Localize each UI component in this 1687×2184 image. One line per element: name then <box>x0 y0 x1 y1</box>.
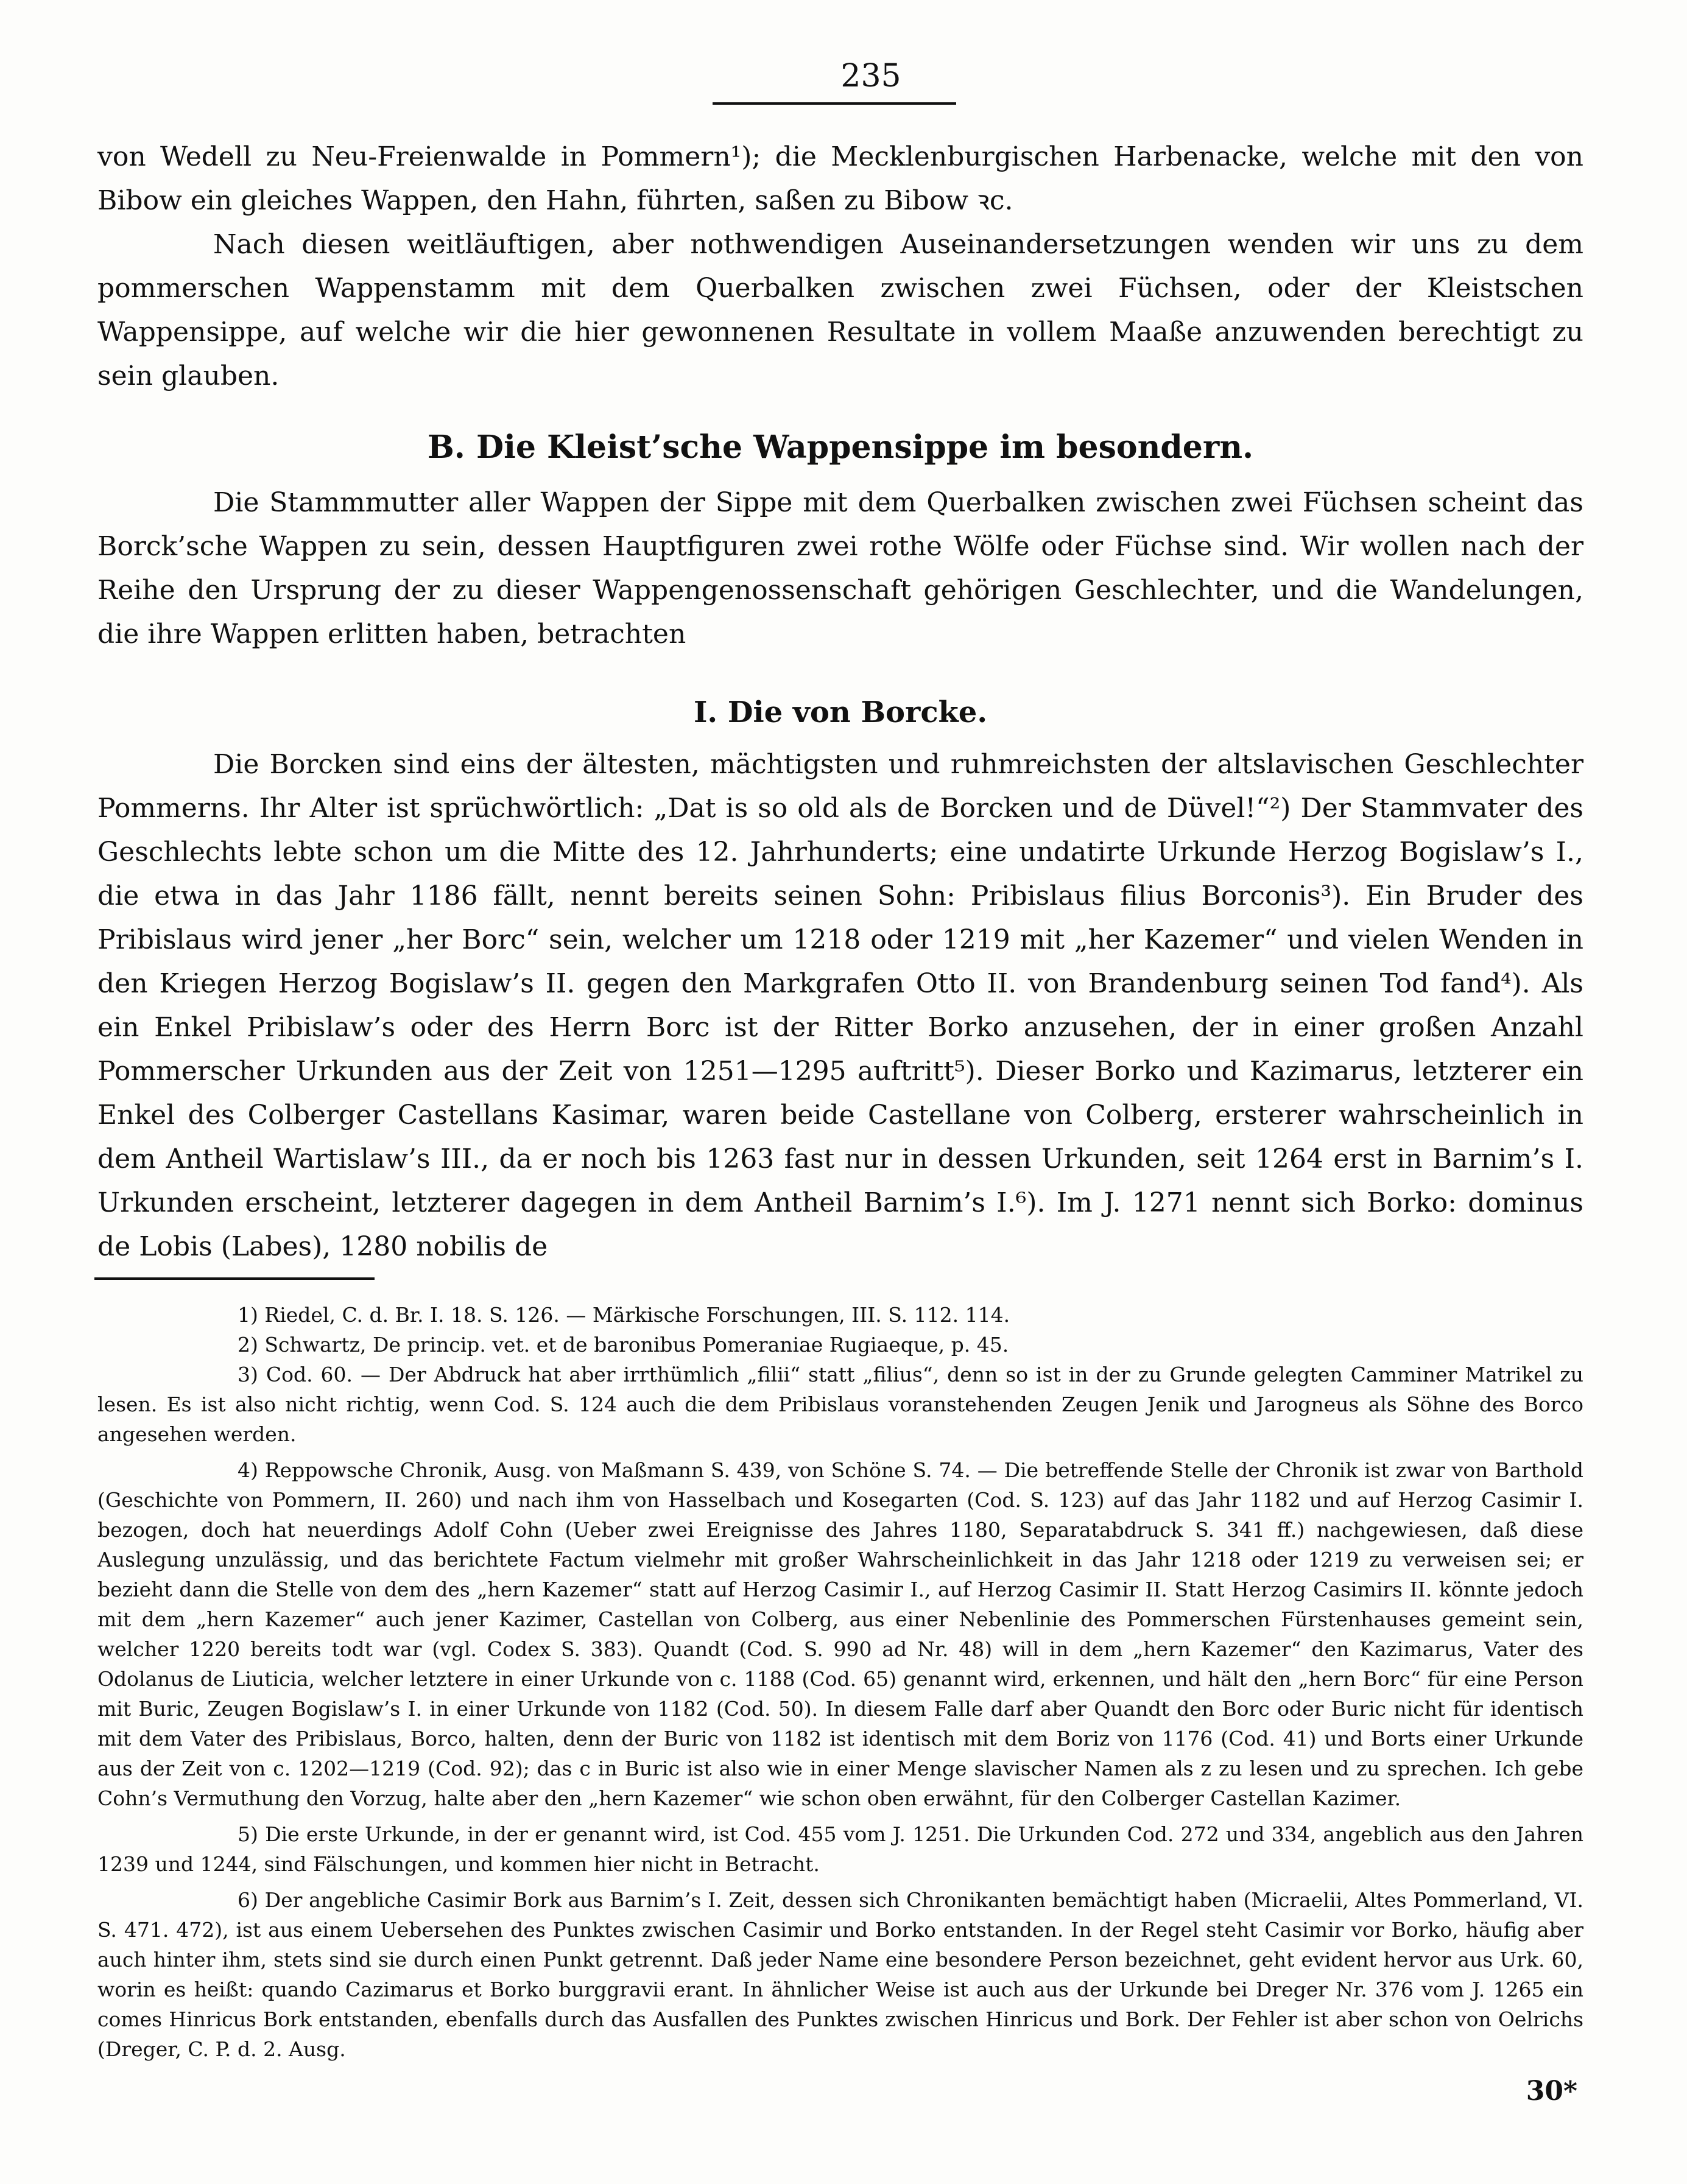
intro-paragraph-1: von Wedell zu Neu-Freienwalde in Pommern¹); die Mecklenburgischen Harbenacke, welche mit den von Bibow ein gleiches Wappen, den Hahn, führten, saßen zu Bibow ꝛc. <box>97 141 1583 216</box>
footnote: 4) Reppowsche Chronik, Ausg. von Maßmann S. 439, von Schöne S. 74. — Die betreffende Stelle der Chronik ist zwar von Barthold (Geschichte von Pommern, II. 260) und nach ihm von Hasselbach und Kosegarten (Cod. S. 123) auf das Jahr 1182 und auf Herzog Casimir I. bezogen, doch hat neuerdings Adolf Cohn (Ueber zwei Ereignisse des Jahres 1180, Separatabdruck S. 341 ff.) nachgewiesen, daß diese Auslegung unzulässig, und das berichtete Factum vielmehr mit großer Wahrscheinlichkeit in das Jahr 1218 oder 1219 zu verweisen sei; er bezieht dann die Stelle von dem des „hern Kazemer“ statt auf Herzog Casimir I., auf Herzog Casimir II. Statt Herzog Casimirs II. könnte jedoch mit dem „hern Kazemer“ auch jener Kazimer, Castellan von Colberg, aus einer Nebenlinie des Pommerschen Fürstenhauses gemeint sein, welcher 1220 bereits todt war (vgl. Codex S. 383). Quandt (Cod. S. 990 ad Nr. 48) will in dem „hern Kazemer“ den Kazimarus, Vater des Odolanus de Liuticia, welcher letztere in einer Urkunde von c. 1188 (Cod. 65) genannt wird, erkennen, und hält den „hern Borc“ für eine Person mit Buric, Zeugen Bogislaw’s I. in einer Urkunde von 1182 (Cod. 50). In diesem Falle darf aber Quandt den Borc oder Buric nicht für identisch mit dem Vater des Pribislaus, Borco, halten, denn der Buric von 1182 ist identisch mit dem Boriz von 1176 (Cod. 41) und Borts einer Urkunde aus der Zeit von c. 1202—1219 (Cod. 92); das c in Buric ist also wie in einer Menge slavischer Namen als z zu lesen und zu sprechen. Ich gebe Cohn’s Vermuthung den Vorzug, halte aber den „hern Kazemer“ wie schon oben erwähnt, für den Colberger Castellan Kazimer. <box>97 1458 1583 1810</box>
section-heading: B. Die Kleist’sche Wappensippe im besondern. <box>427 429 1254 466</box>
footnote: 6) Der angebliche Casimir Bork aus Barnim’s I. Zeit, dessen sich Chronikanten bemächtigt haben (Micraelii, Altes Pommerland, VI. S. 471. 472), ist aus einem Uebersehen des Punktes zwischen Casimir und Borko entstanden. In der Regel steht Casimir vor Borko, häufig aber auch hinter ihm, stets sind sie durch einen Punkt getrennt. Daß jeder Name eine besondere Person bezeichnet, geht evident hervor aus Urk. 60, worin es heißt: quando Cazimarus et Borko burggravii erant. In ähnlicher Weise ist auch aus der Urkunde bei Dreger Nr. 376 vom J. 1265 ein comes Hinricus Bork entstanden, ebenfalls durch das Ausfallen des Punktes zwischen Hinricus und Bork. Der Fehler ist aber schon von Oelrichs (Dreger, C. P. d. 2. Ausg. <box>97 1888 1583 2061</box>
footnotes <box>97 1300 1583 2064</box>
signature-mark: 30* <box>1526 2076 1577 2107</box>
intro-text <box>97 135 1583 398</box>
section-paragraph: Die Stammmutter aller Wappen der Sippe mit dem Querbalken zwischen zwei Füchsen scheint das Borck’sche Wappen zu sein, dessen Hauptfiguren zwei rothe Wölfe oder Füchse sind. Wir wollen nach der Reihe den Ursprung der zu dieser Wappengenossenschaft gehörigen Geschlechter, und die Wandelungen, die ihre Wappen erlitten haben, betrachten <box>97 487 1583 650</box>
footnote: 3) Cod. 60. — Der Abdruck hat aber irrthümlich „filii“ statt „filius“, denn so ist in der zu Grunde gelegten Camminer Matrikel zu lesen. Es ist also nicht richtig, wenn Cod. S. 124 auch die dem Pribislaus voranstehenden Zeugen Jenik und Jarogneus als Söhne des Borco angesehen werden. <box>97 1363 1583 1446</box>
footnote-rule <box>94 1277 375 1280</box>
subsection-heading: I. Die von Borcke. <box>693 695 988 729</box>
page-number: 235 <box>840 58 901 94</box>
subsection-text <box>97 743 1583 1269</box>
footnote: 5) Die erste Urkunde, in der er genannt wird, ist Cod. 455 vom J. 1251. Die Urkunden Cod. 272 und 334, angeblich aus den Jahren 1239 und 1244, sind Fälschungen, und kommen hier nicht in Betracht. <box>97 1822 1583 1876</box>
intro-paragraph-2: Nach diesen weitläuftigen, aber nothwendigen Auseinandersetzungen wenden wir uns zu dem pommerschen Wappenstamm mit dem Querbalken zwischen zwei Füchsen, oder der Kleistschen Wappensippe, auf welche wir die hier gewonnenen Resultate in vollem Maaße anzuwenden berechtigt zu sein glauben. <box>97 229 1583 392</box>
section-text <box>97 481 1583 656</box>
footnote: 2) Schwartz, De princip. vet. et de baronibus Pomeraniae Rugiaeque, p. 45. <box>238 1333 1009 1357</box>
footnote: 1) Riedel, C. d. Br. I. 18. S. 126. — Märkische Forschungen, III. S. 112. 114. <box>238 1303 1010 1327</box>
header-rule <box>713 102 956 105</box>
subsection-paragraph: Die Borcken sind eins der ältesten, mächtigsten und ruhmreichsten der altslavischen Geschlechter Pommerns. Ihr Alter ist sprüchwörtlich: „Dat is so old als de Borcken und de Düvel!“²) Der Stammvater des Geschlechts lebte schon um die Mitte des 12. Jahrhunderts; eine undatirte Urkunde Herzog Bogislaw’s I., die etwa in das Jahr 1186 fällt, nennt bereits seinen Sohn: Pribislaus filius Borconis³). Ein Bruder des Pribislaus wird jener „her Borc“ sein, welcher um 1218 oder 1219 mit „her Kazemer“ und vielen Wenden in den Kriegen Herzog Bogislaw’s II. gegen den Markgrafen Otto II. von Brandenburg seinen Tod fand⁴). Als ein Enkel Pribislaw’s oder des Herrn Borc ist der Ritter Borko anzusehen, der in einer großen Anzahl Pommerscher Urkunden aus der Zeit von 1251—1295 auftritt⁵). Dieser Borko und Kazimarus, letzterer ein Enkel des Colberger Castellans Kasimar, waren beide Castellane von Colberg, ersterer wahrscheinlich in dem Antheil Wartislaw’s III., da er noch bis 1263 fast nur in dessen Urkunden, seit 1264 erst in Barnim’s I. Urkunden erscheint, letzterer dagegen in dem Antheil Barnim’s I.⁶). Im J. 1271 nennt sich Borko: dominus de Lobis (Labes), 1280 nobilis de <box>97 749 1583 1262</box>
